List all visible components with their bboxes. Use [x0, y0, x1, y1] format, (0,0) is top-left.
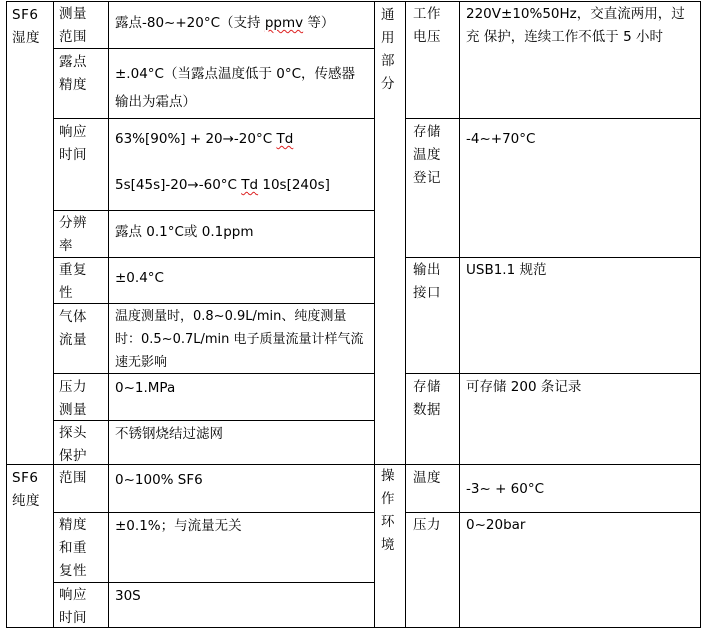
table-border: [459, 1, 460, 628]
row-value: [466, 514, 696, 537]
label-text: 范围: [59, 470, 87, 486]
value-text: 不锈钢烧结过滤网: [115, 426, 223, 442]
row-value: [115, 221, 371, 244]
value-text: 0~20bar: [466, 517, 526, 533]
row-value: [115, 12, 371, 35]
group-text: 通用部分: [381, 7, 395, 92]
value-text: 露点 0.1°C或 0.1ppm: [115, 224, 254, 240]
label-text: 露点精度: [59, 54, 87, 93]
table-border: [6, 627, 701, 628]
table-border: [700, 1, 701, 628]
row-value: [115, 267, 371, 290]
table-border: [6, 1, 7, 628]
label-text: 存储数据: [413, 379, 441, 418]
value-text: Td: [241, 177, 259, 193]
table-border: [374, 464, 701, 465]
value-text: 5s[45s]-20→-60°C: [115, 177, 242, 193]
group-label-sf6-purity: [12, 467, 48, 513]
row-value: [115, 515, 371, 538]
label-text: 压力测量: [59, 379, 87, 418]
row-label: [59, 259, 103, 305]
value-text: -3~ + 60°C: [466, 481, 545, 497]
group-text: SF6纯度: [12, 470, 40, 509]
label-text: 重复性: [59, 262, 87, 301]
group-label-environment: [381, 465, 397, 557]
row-label: [59, 306, 103, 352]
row-label: [413, 259, 455, 305]
label-text: 测量范围: [59, 6, 87, 45]
value-text: 10s[240s]: [258, 177, 330, 193]
value-text: 220V±10%50Hz，交直流两用，过充 保护，连续工作不低于 5 小时: [466, 6, 685, 45]
value-text: ppmv: [264, 15, 304, 31]
row-label: [59, 51, 103, 97]
table-border: [6, 1, 701, 2]
table-border: [53, 512, 375, 513]
row-value: [466, 259, 696, 282]
row-value: [466, 478, 696, 501]
label-text: 气体流量: [59, 309, 87, 348]
row-label: [413, 376, 455, 422]
value-text: 等）: [303, 15, 335, 31]
table-border: [53, 118, 375, 119]
row-label: [59, 422, 103, 468]
row-value: [466, 376, 696, 399]
row-label: [59, 584, 103, 630]
value-text: 0~100% SF6: [115, 472, 203, 488]
value-text: 63%[90%] + 20→-20°C: [115, 131, 277, 147]
table-border: [405, 1, 406, 628]
value-text: ±0.1%；与流量无关: [115, 518, 242, 534]
value-text: ±0.4°C: [115, 270, 164, 286]
row-label: [59, 121, 103, 167]
value-text: -4~+70°C: [466, 131, 536, 147]
row-value: [466, 3, 696, 49]
value-text: ±.04°C（当露点温度低于 0°C，传感器输出为霜点）: [115, 66, 356, 110]
value-text: 30S: [115, 588, 141, 604]
group-label-general: [381, 4, 397, 96]
label-text: 响应时间: [59, 587, 87, 626]
row-label: [59, 212, 103, 258]
label-text: 精度和重复性: [59, 517, 87, 579]
table-border: [405, 373, 701, 374]
row-label: [59, 3, 103, 49]
row-label: [413, 514, 455, 537]
row-label: [413, 121, 455, 190]
label-text: 探头保护: [59, 425, 87, 464]
row-label: [59, 376, 103, 422]
label-text: 输出接口: [413, 262, 441, 301]
row-value: [115, 469, 371, 492]
table-border: [374, 1, 375, 628]
row-value: [115, 174, 371, 197]
row-value: [115, 585, 371, 608]
row-label: [59, 514, 103, 583]
table-border: [53, 1, 54, 628]
table-border: [108, 1, 109, 628]
row-value: [115, 377, 371, 400]
value-text: 温度测量时，0.8~0.9L/min、纯度测量 时：0.5~0.7L/min 电子质量流量计样气流速无影响: [115, 309, 364, 370]
label-text: 响应时间: [59, 124, 87, 163]
table-border: [405, 512, 701, 513]
row-value: [466, 128, 696, 151]
value-text: 露点-80~+20°C（支持: [115, 15, 265, 31]
group-text: 操作环境: [381, 468, 395, 553]
row-label: [59, 467, 103, 490]
label-text: 分辨率: [59, 215, 87, 254]
group-label-sf6-humidity: [12, 4, 48, 50]
value-text: 可存储 200 条记录: [466, 379, 582, 395]
row-value: [115, 128, 371, 151]
value-text: USB1.1 规范: [466, 262, 547, 278]
label-text: 工作电压: [413, 6, 441, 45]
row-value: [115, 60, 367, 116]
table-border: [53, 210, 375, 211]
row-label: [413, 3, 455, 49]
table-border: [405, 118, 701, 119]
label-text: 压力: [413, 517, 441, 533]
value-text: 0~1.MPa: [115, 380, 176, 396]
row-label: [413, 467, 455, 490]
label-text: 存储温度登记: [413, 124, 441, 186]
group-text: SF6湿度: [12, 7, 40, 46]
row-value: [115, 305, 370, 374]
table-border: [405, 257, 701, 258]
value-text: Td: [276, 131, 294, 147]
row-value: [115, 423, 371, 446]
label-text: 温度: [413, 470, 441, 486]
